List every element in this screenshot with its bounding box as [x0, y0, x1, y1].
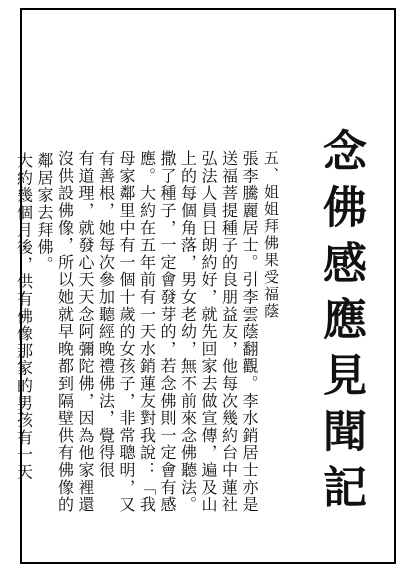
- body-line-4: 上的每個角落，男女老幼，無不前來念佛聽法。: [178, 150, 198, 514]
- body-line-6: 應。大約在五年前有一天水銷蓮友對我說：「我: [137, 150, 157, 514]
- body-line-7: 母家鄰里中有一個十歲的女孩子，非常聰明，又: [117, 150, 136, 514]
- body-line-5: 撒了種子，一定會發芽的，若念佛則一定會有感: [158, 150, 177, 514]
- body-line-9: 有道理，就發心天天念阿彌陀佛，因為他家裡還: [76, 150, 95, 514]
- body-line-12: 大約幾個月後，供有佛像那家的男孩有一天: [14, 152, 34, 481]
- body-line-3: 弘法人員日朗約好，就先回家去做宣傳，遍及山: [199, 150, 218, 514]
- body-line-1: 張李騰麗居士。引李雲蔭翻觀。李水銷居士亦是: [240, 150, 259, 514]
- article-title: 念佛感應見聞記: [315, 128, 366, 520]
- body-line-10: 沒供設佛像，所以她就早晚都到隔壁供有佛像的: [55, 150, 75, 514]
- body-line-11: 鄰居家去拜佛。: [35, 152, 54, 274]
- body-line-8: 有善根，她每次參加聽經晚禮佛法，覺得很: [96, 150, 116, 479]
- section-heading: 五、姐姐拜佛果受福蔭: [262, 150, 280, 320]
- body-line-2: 送福菩提種子的良朋益友，他每次幾約台中蓮社: [219, 150, 239, 514]
